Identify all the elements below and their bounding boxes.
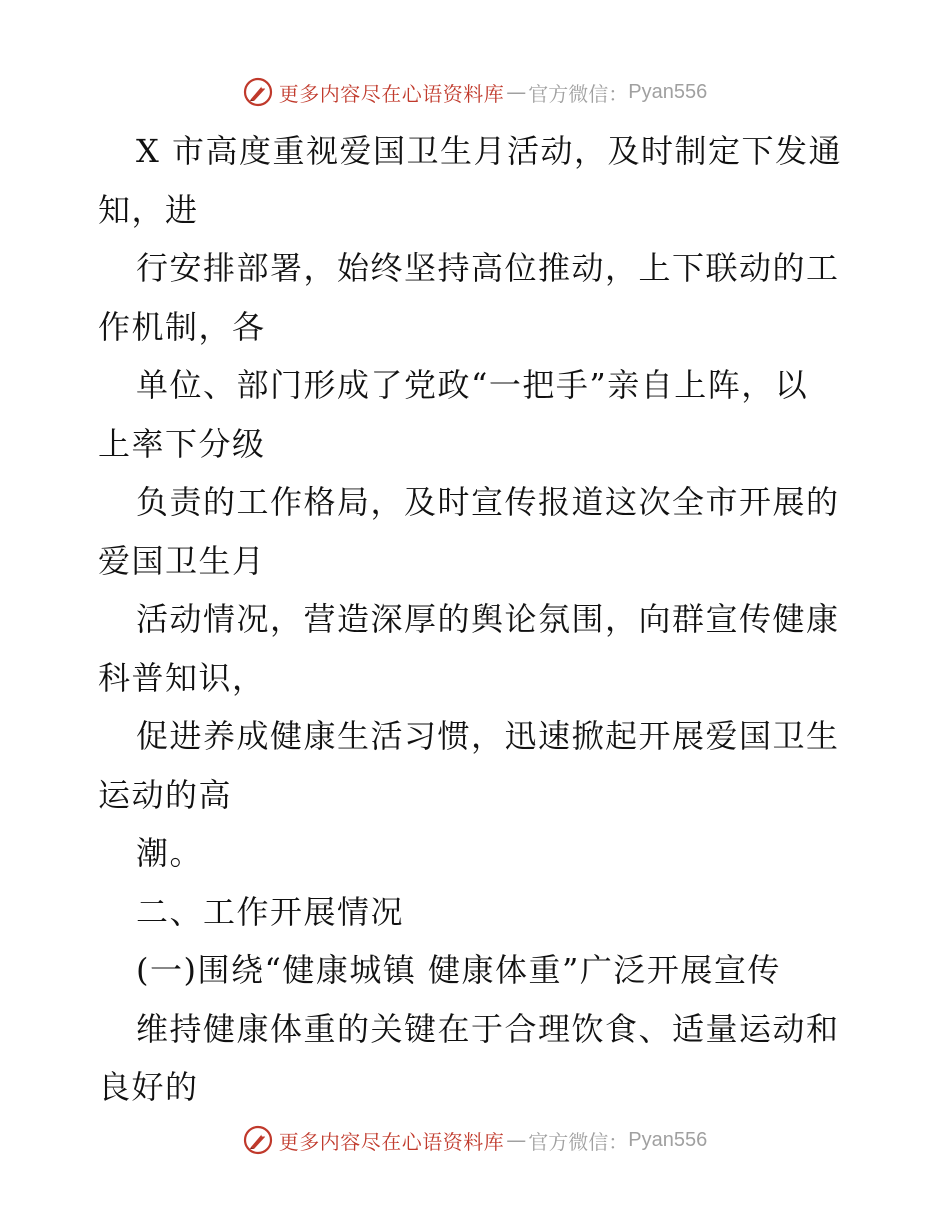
paragraph-line: 二、工作开展情况 — [136, 892, 405, 931]
paragraph-line: 上率下分级 — [98, 424, 266, 463]
paragraph-line: 负责的工作格局，及时宣传报道这次全市开展的 — [136, 483, 840, 521]
footer-banner — [0, 1118, 950, 1162]
pen-nib-logo-icon — [243, 77, 273, 107]
paragraph-line: 潮。 — [136, 834, 204, 872]
paragraph-line: 维持健康体重的关键在于合理饮食、适量运动和 — [136, 1009, 840, 1048]
header-wechat-id: Pyan556 — [628, 80, 708, 103]
document-body — [98, 122, 858, 1117]
paragraph-line: 作机制，各 — [98, 307, 266, 346]
paragraph-line: 科普知识， — [98, 658, 266, 697]
paragraph-line: (一)围绕“健康城镇 健康体重”广泛开展宣传 — [136, 951, 781, 989]
paragraph-line: 单位、部门形成了党政“一把手”亲自上阵，以 — [136, 366, 809, 404]
paragraph-line: 良好的 — [98, 1068, 199, 1106]
footer-wechat-label: 官方微信： — [528, 1129, 629, 1154]
paragraph-line: 运动的高 — [98, 775, 233, 814]
header-banner — [0, 70, 950, 114]
pen-nib-logo-icon — [243, 1125, 273, 1155]
paragraph-line: 行安排部署，始终坚持高位推动，上下联动的工 — [136, 249, 840, 287]
paragraph-line: X 市高度重视爱国卫生月活动，及时制定下发通 — [136, 132, 842, 170]
header-wechat-label: 官方微信： — [528, 81, 629, 106]
footer-dash: — — [506, 1128, 527, 1152]
footer-wechat-id: Pyan556 — [628, 1128, 708, 1151]
footer-brand-text: 更多内容尽在心语资料库 — [278, 1129, 505, 1154]
paragraph-line: 促进养成健康生活习惯，迅速掀起开展爱国卫生 — [136, 717, 840, 755]
header-dash: — — [506, 80, 527, 104]
paragraph-line: 爱国卫生月 — [98, 541, 266, 580]
header-brand-text: 更多内容尽在心语资料库 — [278, 81, 505, 106]
paragraph-line: 知，进 — [98, 190, 199, 229]
paragraph-line: 活动情况，营造深厚的舆论氛围，向群宣传健康 — [136, 600, 840, 638]
